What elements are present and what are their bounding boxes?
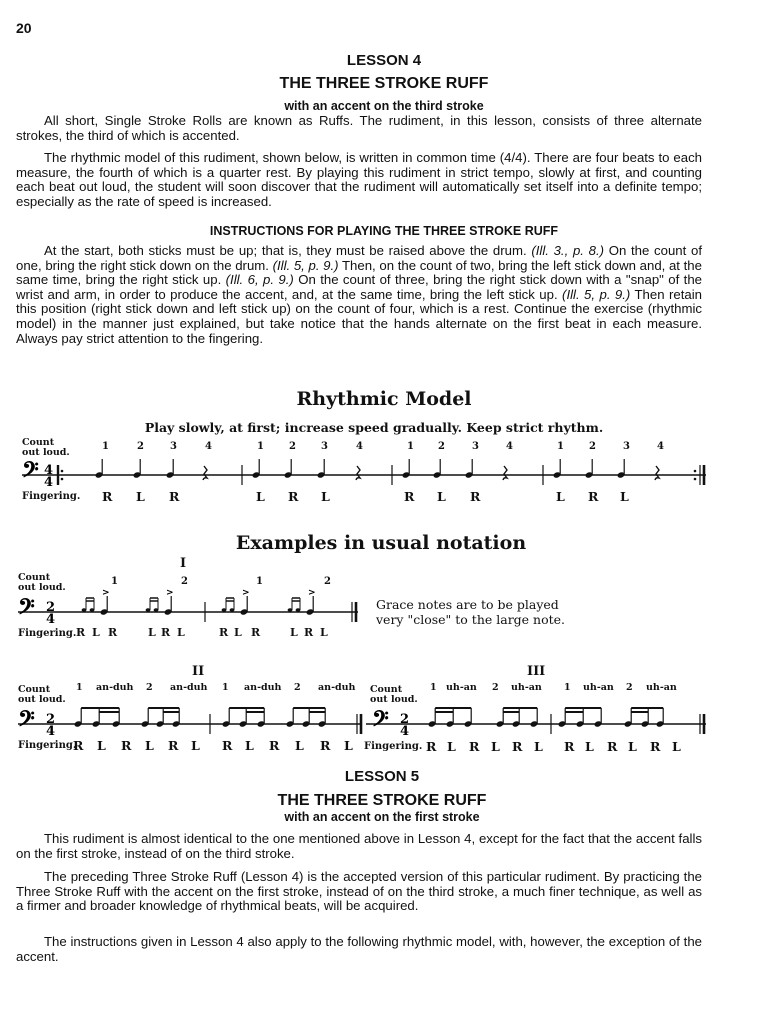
fingering-letter: R — [512, 739, 523, 754]
fingering-letter: L — [97, 738, 106, 753]
fingering-letter: R — [588, 489, 599, 504]
count-number: 4 — [506, 441, 513, 452]
count-number: 3 — [472, 441, 479, 452]
page-number: 20 — [16, 20, 32, 36]
lesson4-heading: LESSON 4 — [346, 52, 422, 69]
fingering-letter: L — [447, 739, 456, 754]
lesson4-para1: All short, Single Stroke Rolls are known as Ruffs. The rudiment, in this lesson, consists of three alternate strokes, the third of which is accented. — [16, 113, 702, 143]
time-signature-bottom: 4 — [46, 724, 56, 739]
count-number: 1 — [407, 441, 414, 452]
time-signature-top: 4 — [44, 463, 54, 478]
fingering-letter: L — [556, 489, 565, 504]
fingering-letter: L — [256, 489, 265, 504]
bass-clef-icon: 𝄢 — [22, 458, 39, 488]
count-number: 1 — [430, 682, 437, 693]
ex1-fingering-label: Fingering. — [18, 628, 77, 639]
fingering-letter: L — [321, 489, 330, 504]
lesson5-para2: The preceding Three Stroke Ruff (Lesson 4) is the accepted version of this particular rudiment. By practicing the Three Stroke Ruff with the accent on the first stroke, instead of on the third stroke, a much finer technique, as well as a firmer and broader knowledge of rhythmical beats, will be acquired. — [16, 869, 702, 914]
count-number: uh-an — [646, 682, 677, 693]
ex1-count-label: Count out loud. — [18, 572, 66, 593]
fingering-letter: R — [121, 738, 132, 753]
count-number: uh-an — [511, 682, 542, 693]
fingering-letter: L — [145, 738, 154, 753]
accent-icon: > — [166, 588, 174, 598]
fingering-letter: R — [650, 739, 661, 754]
lesson5-title: THE THREE STROKE RUFF — [277, 792, 487, 809]
fingering-letter: L — [295, 738, 304, 753]
example-1-roman: I — [180, 556, 187, 571]
count-number: 2 — [146, 682, 153, 693]
quarter-rest-icon — [503, 466, 507, 480]
ex2-count-label: Count out loud. — [18, 684, 66, 705]
count-number: 1 — [76, 682, 83, 693]
lesson5-para3: The instructions given in Lesson 4 also apply to the following rhythmic model, with, however, the exception of the accent. — [16, 934, 702, 964]
fingering-label: Fingering. — [22, 491, 81, 502]
accent-icon: > — [102, 588, 110, 598]
rhythmic-model-heading: Rhythmic Model — [296, 388, 472, 410]
count-number: 4 — [205, 441, 212, 452]
repeat-dot — [694, 470, 697, 473]
count-number: 4 — [356, 441, 363, 452]
rhythmic-model-instruction: Play slowly, at first; increase speed gradually. Keep strict rhythm. — [144, 420, 604, 435]
fingering-letter: L — [245, 738, 254, 753]
count-number: 1 — [256, 576, 263, 587]
lesson5-para1: This rudiment is almost identical to the one mentioned above in Lesson 4, except for the fact that the accent falls on the first stroke, instead of on the third stroke. — [16, 831, 702, 861]
fingering-letter: R — [251, 626, 261, 639]
fingering-letter: L — [320, 626, 328, 639]
fingering-letter: L — [344, 738, 353, 753]
count-number: 2 — [289, 441, 296, 452]
fingering-letter: L — [177, 626, 185, 639]
lesson5-subtitle: with an accent on the first stroke — [284, 810, 480, 824]
count-number: 2 — [589, 441, 596, 452]
bass-clef-icon: 𝄢 — [18, 707, 35, 737]
quarter-rest-icon — [655, 466, 659, 480]
count-number: 2 — [137, 441, 144, 452]
count-number: an-duh — [244, 682, 282, 693]
bass-clef-icon: 𝄢 — [18, 595, 35, 625]
repeat-dot — [694, 478, 697, 481]
count-number: 2 — [324, 576, 331, 587]
fingering-letter: L — [136, 489, 145, 504]
time-signature-top: 2 — [46, 712, 56, 727]
lesson5-heading: LESSON 5 — [344, 768, 420, 785]
fingering-letter: L — [491, 739, 500, 754]
repeat-dot — [61, 478, 64, 481]
count-number: 2 — [492, 682, 499, 693]
count-number: 1 — [257, 441, 264, 452]
count-number: 2 — [438, 441, 445, 452]
lesson4-para3: At the start, both sticks must be up; that is, they must be raised above the drum. (Ill. 3., p. 8.) On the count of one, bring the right stick down on the drum. (Ill. 5, p. 9.) Then, on the count of two, bring the left stick down and, at the same time, bring the right stick up. (Ill. 6, p. 9.) On the count of three, bring the right stick down with a "snap" of the wrist and arm, in order to produce the accent, and, at the same time, bring the left stick up. (Ill. 5, p. 9.) Then retain this position (right stick down and left stick up) on the count of four, which is a rest. Continue the exercise (rhythmic model) in the manner just explained, but take notice that the hands alternate on the first beat in each measure. Always pay strict attention to the fingering. — [16, 243, 702, 346]
examples-heading: Examples in usual notation — [235, 532, 527, 554]
fingering-letter: L — [191, 738, 200, 753]
count-number: 1 — [111, 576, 118, 587]
fingering-letter: R — [76, 626, 86, 639]
count-number: an-duh — [170, 682, 208, 693]
fingering-letter: R — [219, 626, 229, 639]
fingering-letter: R — [320, 738, 331, 753]
fingering-letter: R — [108, 626, 118, 639]
count-number: an-duh — [318, 682, 356, 693]
fingering-letter: L — [290, 626, 298, 639]
fingering-letter: R — [470, 489, 481, 504]
fingering-letter: R — [607, 739, 618, 754]
example-3-roman: III — [527, 664, 546, 679]
ex2-fingering-label: Fingering. — [18, 740, 77, 751]
ex3-count-label: Count out loud. — [370, 684, 418, 705]
time-signature-bottom: 4 — [46, 612, 56, 627]
fingering-letter: R — [564, 739, 575, 754]
fingering-letter: R — [404, 489, 415, 504]
count-number: 2 — [294, 682, 301, 693]
fingering-letter: L — [234, 626, 242, 639]
quarter-rest-icon — [203, 466, 207, 480]
fingering-letter: R — [161, 626, 171, 639]
ex3-fingering-label: Fingering. — [364, 741, 423, 752]
instructions-heading: INSTRUCTIONS FOR PLAYING THE THREE STROKE RUFF — [209, 224, 559, 238]
count-number: 1 — [564, 682, 571, 693]
fingering-letter: L — [585, 739, 594, 754]
count-number: 1 — [222, 682, 229, 693]
fingering-letter: R — [73, 738, 84, 753]
count-number: 2 — [181, 576, 188, 587]
time-signature-top: 2 — [400, 712, 410, 727]
bass-clef-icon: 𝄢 — [372, 707, 389, 737]
count-label: Count out loud. — [22, 437, 70, 458]
fingering-letter: R — [288, 489, 299, 504]
count-number: 1 — [557, 441, 564, 452]
fingering-letter: R — [168, 738, 179, 753]
fingering-letter: R — [469, 739, 480, 754]
count-number: an-duh — [96, 682, 134, 693]
repeat-dot — [61, 470, 64, 473]
fingering-letter: L — [628, 739, 637, 754]
fingering-letter: R — [426, 739, 437, 754]
count-number: 3 — [321, 441, 328, 452]
fingering-letter: R — [169, 489, 180, 504]
lesson4-title: THE THREE STROKE RUFF — [279, 75, 489, 92]
ex2-ex3-staff — [0, 704, 768, 744]
time-signature-bottom: 4 — [400, 724, 410, 739]
count-number: 1 — [102, 441, 109, 452]
fingering-letter: R — [102, 489, 113, 504]
time-signature-top: 2 — [46, 600, 56, 615]
lesson4-para2: The rhythmic model of this rudiment, shown below, is written in common time (4/4). There are four beats to each measure, the fourth of which is a quarter rest. By playing this rudiment in strict tempo, slowly at first, and counting each beat out loud, the student will soon discover that the rudiment will automatically set itself into a definite tempo; especially as the rate of speed is increased. — [16, 150, 702, 209]
count-number: 3 — [170, 441, 177, 452]
count-number: 4 — [657, 441, 664, 452]
count-number: 3 — [623, 441, 630, 452]
time-signature-bottom: 4 — [44, 475, 54, 490]
fingering-letter: R — [304, 626, 314, 639]
rhythmic-model-staff — [0, 455, 768, 495]
accent-icon: > — [308, 588, 316, 598]
count-number: 2 — [626, 682, 633, 693]
accent-icon: > — [242, 588, 250, 598]
fingering-letter: L — [534, 739, 543, 754]
example-2-roman: II — [192, 664, 205, 679]
lesson4-subtitle: with an accent on the third stroke — [284, 99, 484, 113]
fingering-letter: L — [437, 489, 446, 504]
fingering-letter: L — [148, 626, 156, 639]
fingering-letter: L — [92, 626, 100, 639]
quarter-rest-icon — [356, 466, 360, 480]
fingering-letter: R — [269, 738, 280, 753]
fingering-letter: L — [672, 739, 681, 754]
fingering-letter: R — [222, 738, 233, 753]
grace-note-remark: Grace notes are to be played very "close" to the large note. — [376, 597, 566, 627]
fingering-letter: L — [620, 489, 629, 504]
count-number: uh-an — [583, 682, 614, 693]
count-number: uh-an — [446, 682, 477, 693]
